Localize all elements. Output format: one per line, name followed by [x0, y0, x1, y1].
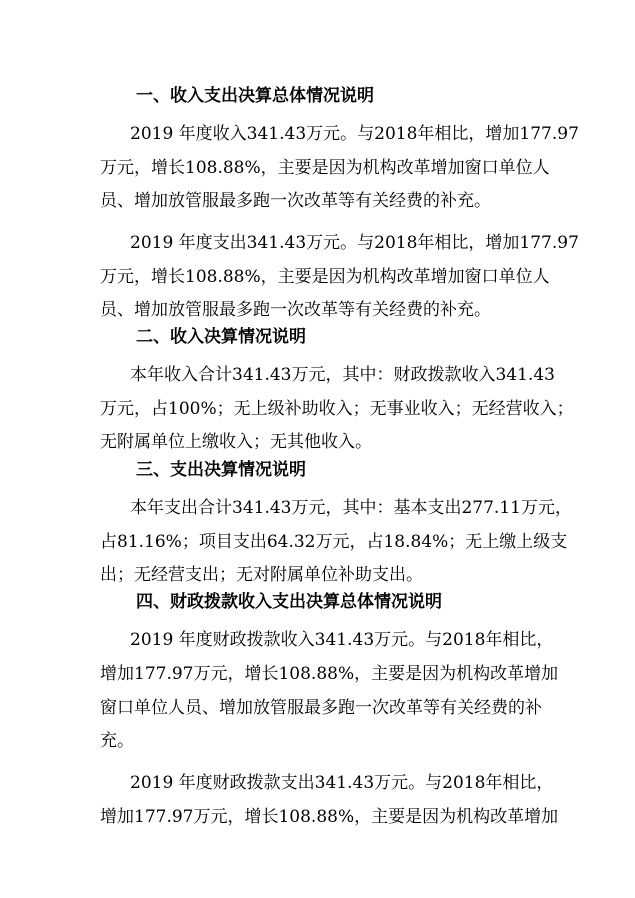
section-2-para-1-line-3: 无附属单位上缴收入；无其他收入。 — [100, 432, 372, 452]
section-4-para-1-line-3: 窗口单位人员、增加放管服最多跑一次改革等有关经费的补 — [100, 698, 542, 718]
section-1-para-1-line-2: 万元，增长108.88%，主要是因为机构改革增加窗口单位人 — [100, 158, 550, 178]
section-4-para-2-line-2: 增加177.97万元，增长108.88%，主要是因为机构改革增加 — [100, 807, 559, 827]
section-2-para-1-line-2: 万元，占100%；无上级补助收入；无事业收入；无经营收入； — [100, 399, 574, 419]
section-1-heading: 一、收入支出决算总体情况说明 — [136, 86, 374, 106]
section-4-para-2-line-1: 2019 年度财政拨款支出341.43万元。与2018年相比， — [130, 773, 554, 793]
section-4-para-1-line-4: 充。 — [100, 731, 134, 751]
section-3-para-1-line-1: 本年支出合计341.43万元，其中：基本支出277.11万元， — [130, 498, 572, 518]
section-4-heading: 四、财政拨款收入支出决算总体情况说明 — [136, 592, 442, 612]
section-3-para-1-line-2: 占81.16%；项目支出64.32万元，占18.84%；无上缴上级支 — [100, 532, 568, 552]
section-1-para-1-line-1: 2019 年度收入341.43万元。与2018年相比，增加177.97 — [130, 124, 579, 144]
section-1-para-2-line-1: 2019 年度支出341.43万元。与2018年相比，增加177.97 — [130, 233, 579, 253]
section-4-para-1-line-1: 2019 年度财政拨款收入341.43万元。与2018年相比， — [130, 630, 554, 650]
section-1-para-2-line-2: 万元，增长108.88%，主要是因为机构改革增加窗口单位人 — [100, 267, 550, 287]
section-3-para-1-line-3: 出；无经营支出；无对附属单位补助支出。 — [100, 565, 423, 585]
section-4-para-1-line-2: 增加177.97万元，增长108.88%，主要是因为机构改革增加 — [100, 664, 559, 684]
section-2-para-1-line-1: 本年收入合计341.43万元，其中：财政拨款收入341.43 — [130, 365, 555, 385]
section-1-para-1-line-3: 员、增加放管服最多跑一次改革等有关经费的补充。 — [100, 191, 491, 211]
section-1-para-2-line-3: 员、增加放管服最多跑一次改革等有关经费的补充。 — [100, 300, 491, 320]
section-2-heading: 二、收入决算情况说明 — [136, 327, 306, 347]
section-3-heading: 三、支出决算情况说明 — [136, 460, 306, 480]
